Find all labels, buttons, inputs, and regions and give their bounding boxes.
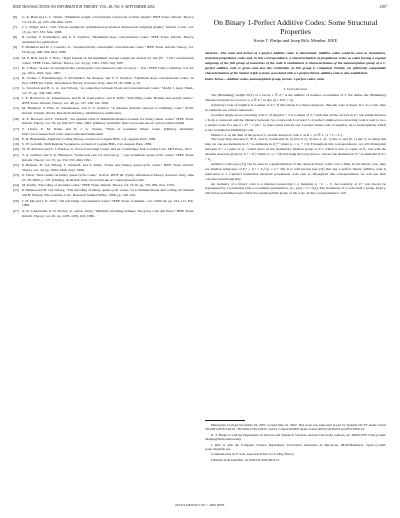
- journal-header: IEEE TRANSACTIONS ON INFORMATION THEORY, VOL. 48, NO. 9, SEPTEMBER 2002: [13, 5, 155, 9]
- reference-item: [21] T. A. Gulliver and V. K. Bhargava, "Some best rate 1/p and rate (p − 1)/p systematic quasi-cyclic codes," IEEE Trans. Inform. Theory, vol. 37, pp. 552–555, May 1991.: [13, 152, 194, 162]
- page-number: 2587: [379, 5, 387, 9]
- index-terms-text: Additive codes, automorphism group, kernel, 1-perfect codes, rank.: [226, 77, 325, 82]
- body-paragraph: An isometry of a binary code is a distance preserving 1–1 mapping φ : C → C. An isometry of Z₂ⁿ can always be represented by a translation plus a coordinate permutation, i.e., φ(x) = π + σ(x). The isometries of a code form a group. Iso(C), which has sometimes been called the automorphism group of the code. In this correspondence, will: [205, 181, 386, 196]
- reference-item: [25] P. Heijnen and H. van Tilborg, "The decoding of binary quasi-cyclic codes," in Communications and Coding, M. Darnell and B. Honary, Eds. London, U.K.: Research Studies/Wiley, 1998, pp. 146–159.: [13, 188, 194, 198]
- reference-item: [17] S. Litsyn, E. M. Rains, and N. J. A. Sloane, "Table of nonlinear binary codes. [Online]. Available: http://www.research.att.com/~njas/codes/And/index.html: [13, 126, 194, 136]
- reference-item: [19] S. W. Golomb, Shift Register Sequences, revised ed. Laguna Hills, CA: Aegean Park, 1982.: [13, 142, 153, 147]
- abstract-text: The rank and kernel of 1-perfect additive codes is determined. Additive codes could be seen as translation-invariant propelinear codes and, in this correspondence, a characterization of propelinear codes as codes having a regular subgroup of the full group of isometries of the code is established. A characterization of the automorphism group of a 1-perfect additive code is given and also the cardinality of this group is computed. Finally, an efficiently computable characterization of the Steiner triple systems associated with a 1-perfect binary additive code is also established.: [205, 50, 386, 75]
- abstract: [205, 51, 386, 76]
- article-authors: Kevin T. Phelps and Josep Rifà, Member, IEEE: [253, 38, 338, 43]
- abstract-label: Abstract—: [205, 50, 221, 55]
- running-header: [13, 5, 387, 13]
- footnote: [205, 420, 386, 463]
- footnote-paragraph: J. Rifà is with the Computer Science Department, Universitat Autònoma de Barcelona, 08193-Bellaterra, Spain (e-mail: josep.rifa@uab.es).: [205, 442, 386, 452]
- reference-item: [10] M. F. Hole and K. J. Hole, "Tight bounds on the minimum average weight per branch for rate (N − 1)/N convolutional codes," IEEE Trans. Inform. Theory, vol. 43, pp. 1301–1305, July 1997.: [13, 55, 194, 65]
- body-paragraph: The (Hamming) weight W(v) of a vector v ∈ Z₂ⁿ is the number of nonzero coordinates of v. We define the (Hamming) distance between two vectors v, u ∈ Z₂ⁿ as d(v, u) = W(v + u).: [205, 93, 386, 103]
- article-title: On Binary 1-Perfect Additive Codes: Some Structural Properties: [213, 18, 378, 36]
- footnote-paragraph: K. T. Phelps is with the Department of Discrete and Statistical Sciences, Auburn University, Auburn, AL 36849-5307 USA (e-mail: phelpkt@mail.auburn.edu).: [205, 432, 386, 442]
- reference-item: [11] K. J. Hole, "A note on asymptotically catastrophic convolutional codes of rate (n − 1)/n," IEEE Trans. Commun., vol. 45, pp. 1014–1016, Sept. 1997.: [13, 65, 194, 75]
- reference-item: [20] W. W. Peterson and E. J. Weldon, Jr., Error-Correcting Codes, 2nd ed. Cambridge, MA: London U.K.: MIT Press, 1972.: [13, 147, 193, 152]
- reference-item: [14] J. E. Bocharova, R. Johannesson, and B. D. Kudryashov, and P. Ståhl, "Tail-biting codes: Bounds and search results," IEEE Trans. Inform. Theory, vol. 48, pp. 137–148, Jan. 2002.: [13, 96, 194, 106]
- body-paragraph: A (binary) code of length n is a subset of Z₂ⁿ. If this subset is a linear subspace, then the code is linear. If C is a code, then its elements are called codewords.: [205, 103, 386, 112]
- reference-item: [26] J. H. Ma and J. K. Wolf, "On tail biting convolutional codes," IEEE Trans. Commun., vol. COM-34, pp. 104–111, Feb. 1986.: [13, 198, 194, 208]
- section-heading: I. Introduction: [283, 87, 308, 92]
- index-terms-label: Index Terms—: [205, 77, 227, 82]
- reference-item: [27] A. R. Calderbank, G. D. Forney, Jr., and A. Vardy, "Minimal tail-biting trellises: The golay code and more," IEEE Trans. Inform. Theory, vol. 45, pp. 1435–1455, July 1999.: [13, 208, 194, 218]
- references-column: [13, 15, 194, 221]
- reference-item: [13] G. Solomon and H. C. A. van Tilborg, "A connection between block and convolutional codes," SIAM J. Appl. Math., vol. 37, pp. 358–369, 1979.: [13, 86, 194, 95]
- reference-item: [16] A. E. Brouwer and T. Verhoeff, "An updated table of minimum-distance bounds for binary linear codes," IEEE Trans. Inform. Theory, vol. 39, pp. 662–677, Mar. 1993. [Online]. Available: http://www.win.tue.nl/~aeb/voorlincod.html: [13, 116, 194, 126]
- reference-item: [23] Z. Chen, "New results on binary quasi-cyclic codes," in Proc. IEEE Int. Symp. Information Theory, Sorrento, Italy, June 25–30, 2000, p. 197. [Online]. Available: http://www.tech.net.ac/~chen/qcneach/codes: [13, 172, 194, 182]
- reference-item: [8] R. Jordan, V. Pavlushkov, and V. V. Zyablov, "Maximum slope convolutional codes," IEEE Trans. Inform. Theory, submitted for publication.: [13, 35, 194, 45]
- reference-item: [15] M. Handlery, S. Höst, R. Johannesson, and V. V. Zyablov, "A distance measure tailored to tailbiting codes," Probl. Inform. Transm. (Probl. Peredachi Inform.), submitted for publication.: [13, 106, 194, 116]
- body-paragraph: Additive codes (see [5]) can be seen as a generalization of the classical linear codes over a field. In the binary case, they are Abelian subgroups of F₂ᵅ = Z₂ᵅ × Z₄ᵝ (α = n + 2β). It is well known (see [3]) that any 1-perfect binary additive code is equivalent to a 1-perfect translation invariant propelinear code and, so throughout this correspondence we will use both concepts interchangeably.: [205, 161, 386, 181]
- reference-item: [22] P. Heijnen, H. van Tilborg, T. Verhoeff, and S. Weijs, "Some new binary, quasi-cyclic codes," IEEE Trans. Inform. Theory, vol. 44, pp. 1994–1996, Sept. 1998.: [13, 162, 194, 172]
- reference-item: [18] E. R. Berlekamp, Algebraic Coding Theory, revised ed. Laguna Hills, CA: Aegean Park, 1984.: [13, 136, 157, 141]
- footnote-paragraph: Manuscript received November 26, 2001; revised May 10, 2002. This work was supported in part by Spanish CICYT under Grants TIC2001-0559-C02-01, TIC2002-0739-C04-01 and by Catalan DURSI under Grants 2001SGR 00219 and PNV2000-10.: [205, 423, 386, 432]
- body-paragraph: The Gray map between Z₂ ≅ Z₂ and Z₄ transforms (0, 0) into 0, (1, 0) into 1, (1, 1) into 2, and (0, 1) into 3, so using this map we can see elements in Z₂ⁿ as elements in Z₄ⁿ/² where n₁ = n₂ + 2·β. Throughout this correspondence, we will distinguish between Z₂ⁿ, a copies of Z₂, which gives us the elementary Abelian group of Z₂ⁿ, which is also α copies of Z₂, but with the Abelian structure given by Z₂ⁿ × Z₄ᵝ where n = α + 2β and using the Gray map to convert the elements in Z₂ⁿ as elements in Z₂ⁿ × Z₄.: [205, 137, 386, 162]
- copyright-footer: 0018-9448/02$17.00 © 2002 IEEE: [175, 503, 225, 507]
- footnote-paragraph: Communicated by P. Solé, Associate Editor for Coding Theory.: [211, 452, 295, 457]
- footnote-paragraph: Publisher Item Identifier 10.1109/TIT.2002.801474.: [211, 457, 280, 462]
- index-terms: [205, 77, 386, 82]
- article-column: [205, 15, 386, 196]
- body-paragraph: A perfect single-error-correcting code C of length n ≥ 3 is a subset of Z₂ⁿ such that all the vectors in Z₂ⁿ are within distance 1 from a codeword and the distance between two codewords is at least 3. A perfect single-error-correcting code is said to be a 1-perfect code. For any n = 2ᵐ − 1 (m > 1), there exists exactly one 1-perfect linear code of length n, up to isomorphism, which is the well-known Hamming code.: [205, 112, 386, 132]
- footnote-rule: [205, 420, 245, 421]
- reference-item: [12] R. Jordan, J. Freudenberger, V. Pavlushkov, M. Bossert, and V. V. Zyablov, "Optimum slope convolutional codes," in Proc. IEEE Int. Symp. Information Theory, Sorrento, Italy, June 25–30, 2000, p. 55.: [13, 75, 194, 85]
- body-paragraph: Define C⊥ as the dual of the span of C and the kernel of code C as K = {x ∈ C | x + C = C}.: [211, 132, 344, 137]
- reference-item: [24] M. Karlin, "Decoding of circulant codes," IEEE Trans. Inform. Theory, vol. IT-16, pp. 797–802, Nov. 1970.: [13, 183, 175, 188]
- reference-item: [9] F. Hemmati and D. J. Costello, Jr., "Asymptotically catastrophic convolutional codes," IEEE Trans. Inform. Theory, vol. IT-26, pp. 298–304, May 1980.: [13, 45, 194, 55]
- reference-item: [7] J. L. Träger and L. Gill, "On an asymptotic optimization problem in distance-bit weighted graphs," Inform. Contr., vol. 13, pp. 527–533, Mar. 1968.: [13, 25, 194, 35]
- reference-item: [6] G. K. Heth and C. L. Weber, "Minimum weight convolutional codewords of finite length," IEEE Trans. Inform. Theory, vol. IT-22, pp. 243–246, Mar. 1976.: [13, 15, 194, 24]
